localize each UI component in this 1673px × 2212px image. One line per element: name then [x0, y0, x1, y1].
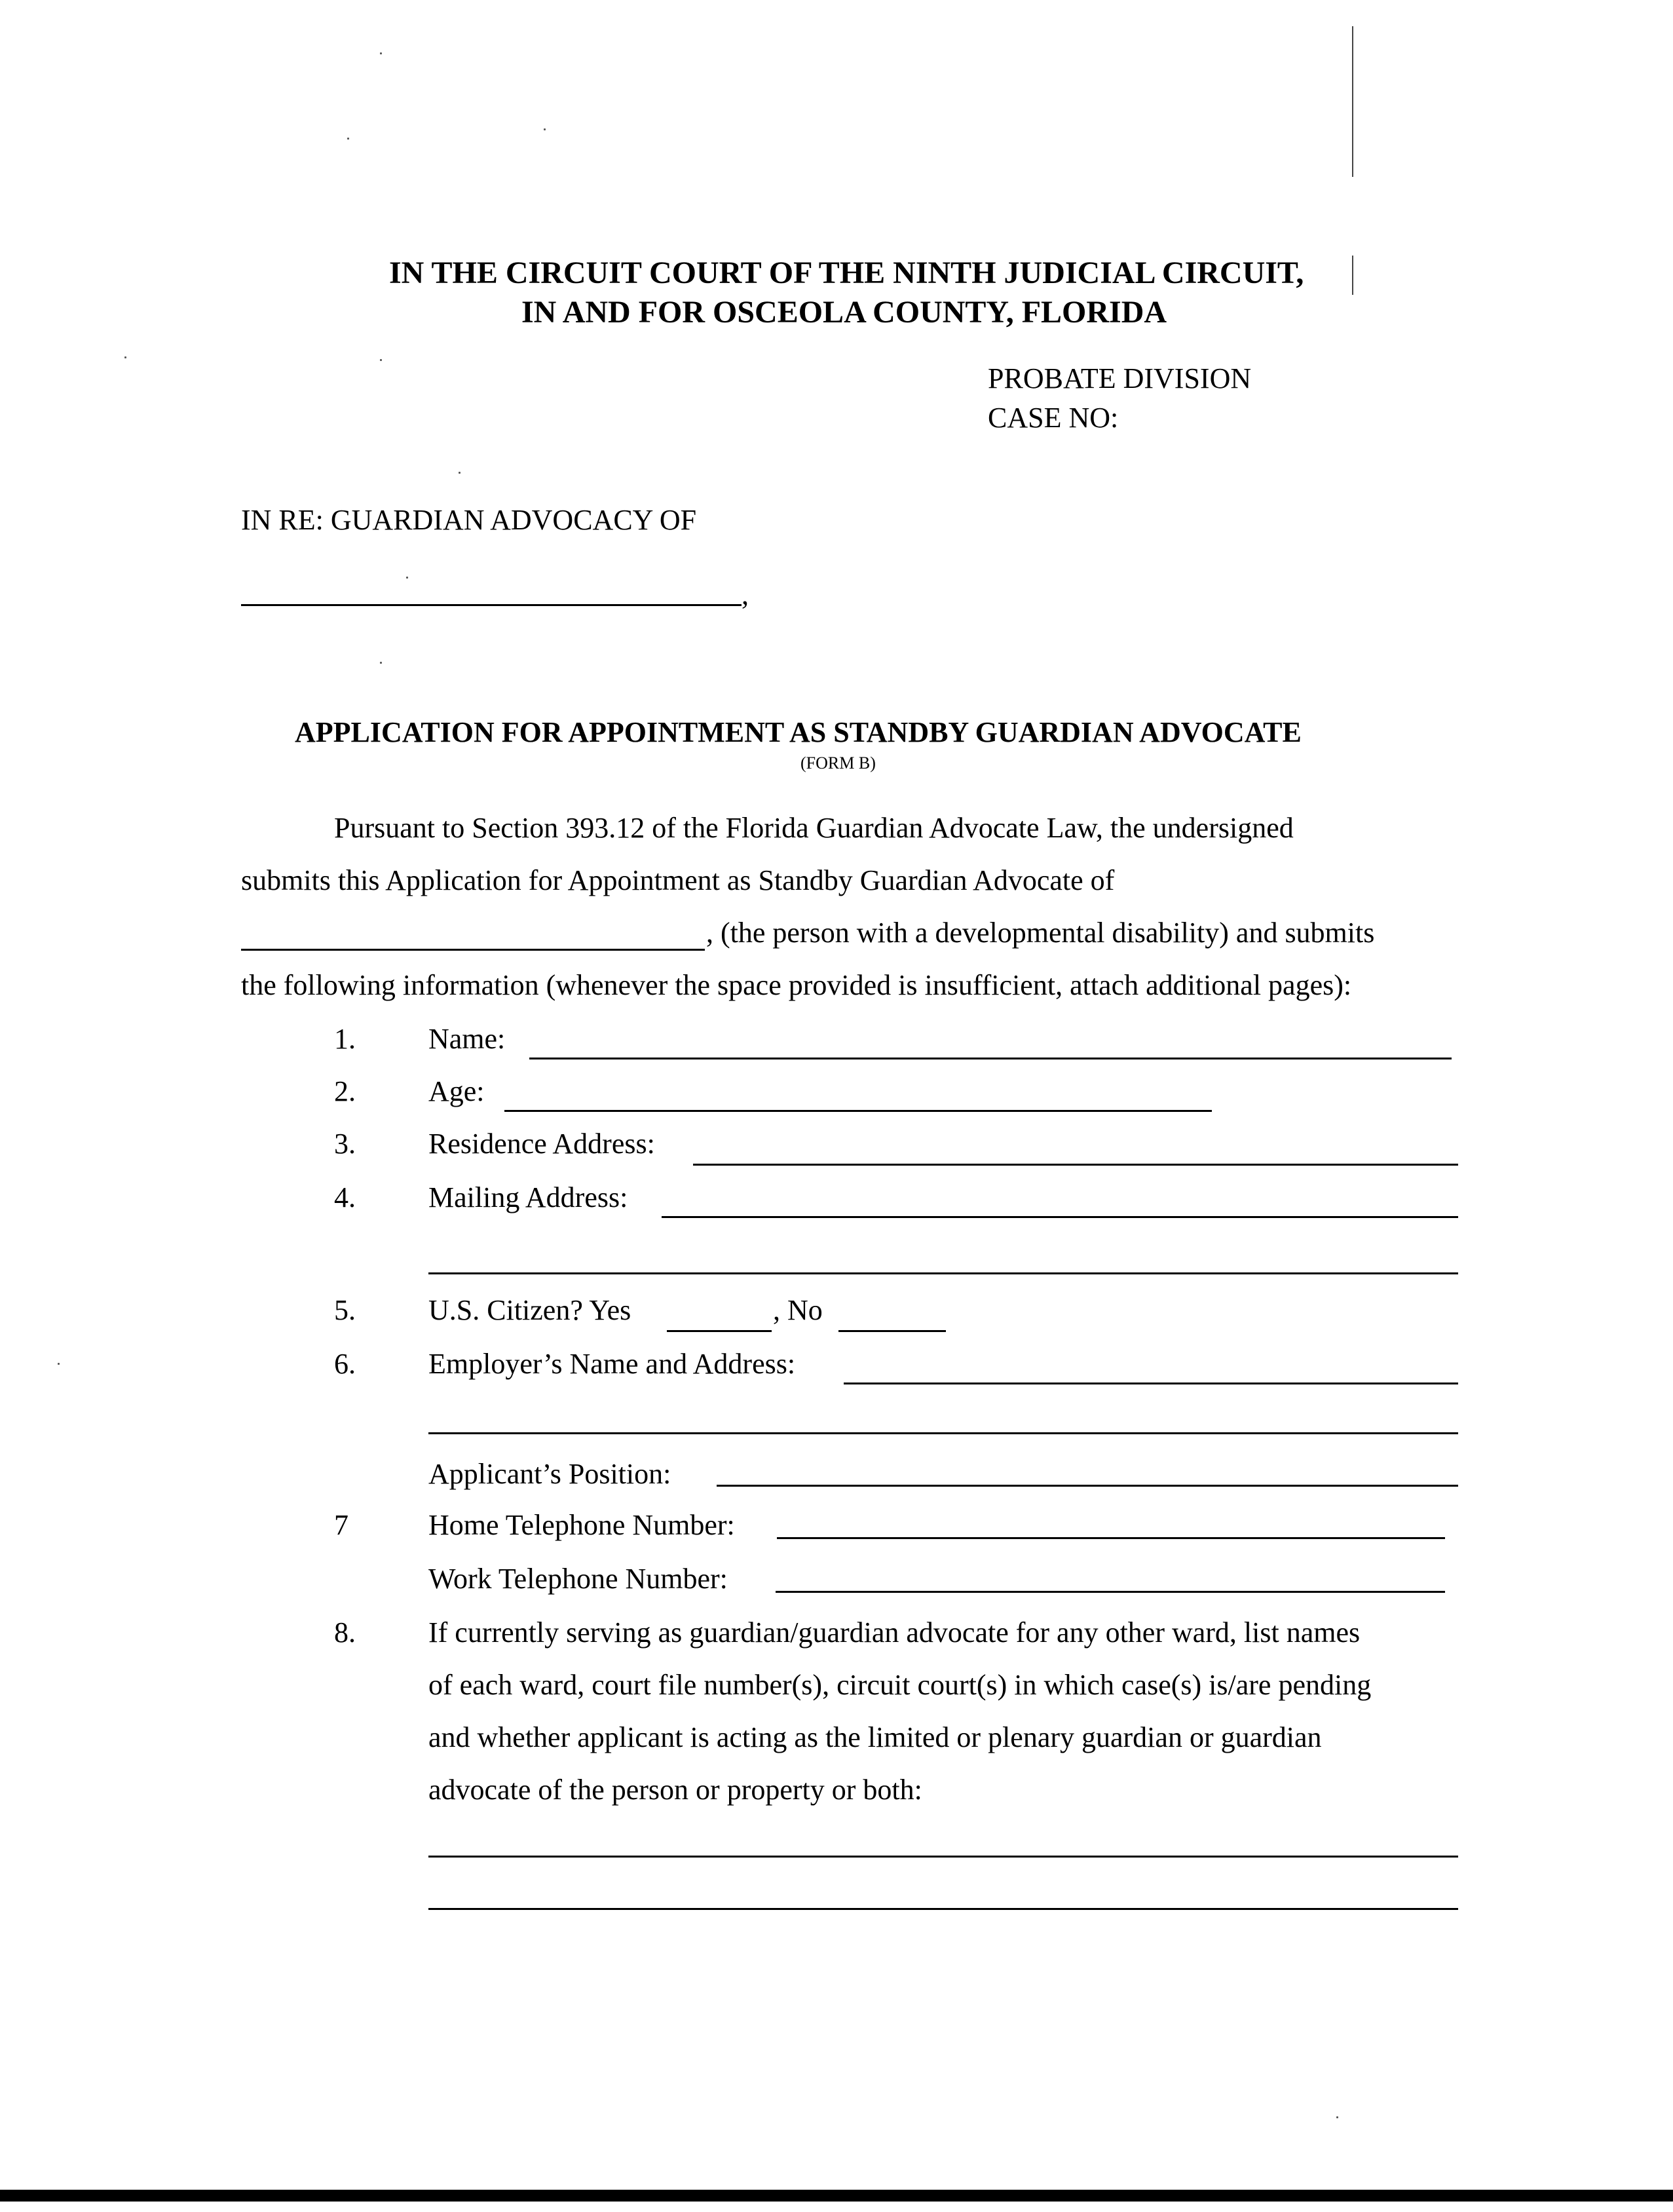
scan-speck — [406, 577, 408, 579]
item-2-number: 2. — [334, 1075, 356, 1107]
citizen-no-label: , No — [773, 1294, 823, 1326]
scan-speck — [380, 662, 382, 664]
intro-line-1: Pursuant to Section 393.12 of the Florida Guardian Advocate Law, the undersigned — [334, 812, 1294, 844]
intro-line-2: submits this Application for Appointment as Standby Guardian Advocate of — [241, 864, 1115, 896]
in-re-caption: IN RE: GUARDIAN ADVOCACY OF — [241, 504, 697, 536]
ward-field-1[interactable] — [428, 1856, 1458, 1858]
age-field[interactable] — [504, 1110, 1212, 1112]
form-title: APPLICATION FOR APPOINTMENT AS STANDBY GUARDIAN ADVOCATE — [295, 716, 1302, 748]
name-field[interactable] — [529, 1058, 1452, 1059]
position-label: Applicant’s Position: — [428, 1458, 671, 1490]
work-phone-field[interactable] — [776, 1591, 1445, 1593]
caption-comma: , — [742, 579, 749, 611]
scan-bottom-bar — [0, 2190, 1673, 2202]
intro-line-4: the following information (whenever the space provided is insufficient, attach additional pages): — [241, 969, 1352, 1001]
item-4-number: 4. — [334, 1181, 356, 1213]
scan-margin-line-2 — [1352, 256, 1353, 295]
scan-speck — [380, 359, 382, 361]
mailing-address-field[interactable] — [662, 1216, 1458, 1218]
ward-text-line-1: If currently serving as guardian/guardian advocate for any other ward, list names — [428, 1616, 1361, 1649]
mailing-address-label: Mailing Address: — [428, 1181, 628, 1213]
employer-label: Employer’s Name and Address: — [428, 1348, 796, 1380]
employer-field-2[interactable] — [428, 1432, 1458, 1434]
scan-margin-line — [1352, 26, 1353, 177]
ward-text-line-4: advocate of the person or property or both: — [428, 1774, 922, 1806]
citizen-no-field[interactable] — [838, 1330, 946, 1332]
mailing-address-field-2[interactable] — [428, 1272, 1458, 1274]
intro-line-3: , (the person with a developmental disability) and submits — [706, 917, 1375, 949]
work-phone-label: Work Telephone Number: — [428, 1563, 728, 1595]
ward-field-2[interactable] — [428, 1908, 1458, 1910]
form-subtitle: (FORM B) — [800, 753, 876, 772]
person-name-line[interactable] — [241, 949, 705, 951]
scan-speck — [544, 128, 546, 130]
name-label: Name: — [428, 1023, 506, 1055]
case-number-label: CASE NO: — [988, 402, 1119, 434]
scan-speck — [459, 472, 461, 474]
item-3-number: 3. — [334, 1128, 356, 1160]
ward-text-line-2: of each ward, court file number(s), circuit court(s) in which case(s) is/are pending — [428, 1669, 1372, 1701]
court-line-1: IN THE CIRCUIT COURT OF THE NINTH JUDICIAL CIRCUIT, — [389, 256, 1304, 290]
scan-speck — [124, 356, 126, 358]
item-8-number: 8. — [334, 1616, 356, 1649]
scan-speck — [347, 138, 349, 140]
item-1-number: 1. — [334, 1023, 356, 1055]
probate-division: PROBATE DIVISION — [988, 362, 1252, 394]
home-phone-label: Home Telephone Number: — [428, 1509, 735, 1541]
ward-text-line-3: and whether applicant is acting as the limited or plenary guardian or guardian — [428, 1721, 1322, 1753]
item-7-number: 7 — [334, 1509, 348, 1541]
scan-speck — [1336, 2116, 1338, 2118]
residence-address-field[interactable] — [693, 1164, 1458, 1166]
home-phone-field[interactable] — [777, 1537, 1445, 1539]
employer-field[interactable] — [844, 1382, 1458, 1384]
position-field[interactable] — [717, 1485, 1458, 1487]
scan-speck — [58, 1363, 60, 1365]
scan-speck — [380, 52, 382, 54]
residence-address-label: Residence Address: — [428, 1128, 655, 1160]
citizen-label: U.S. Citizen? Yes — [428, 1294, 631, 1326]
court-line-2: IN AND FOR OSCEOLA COUNTY, FLORIDA — [521, 295, 1167, 330]
item-5-number: 5. — [334, 1294, 356, 1326]
item-6-number: 6. — [334, 1348, 356, 1380]
age-label: Age: — [428, 1075, 485, 1107]
citizen-yes-field[interactable] — [667, 1330, 772, 1332]
ward-name-line[interactable] — [241, 604, 742, 606]
